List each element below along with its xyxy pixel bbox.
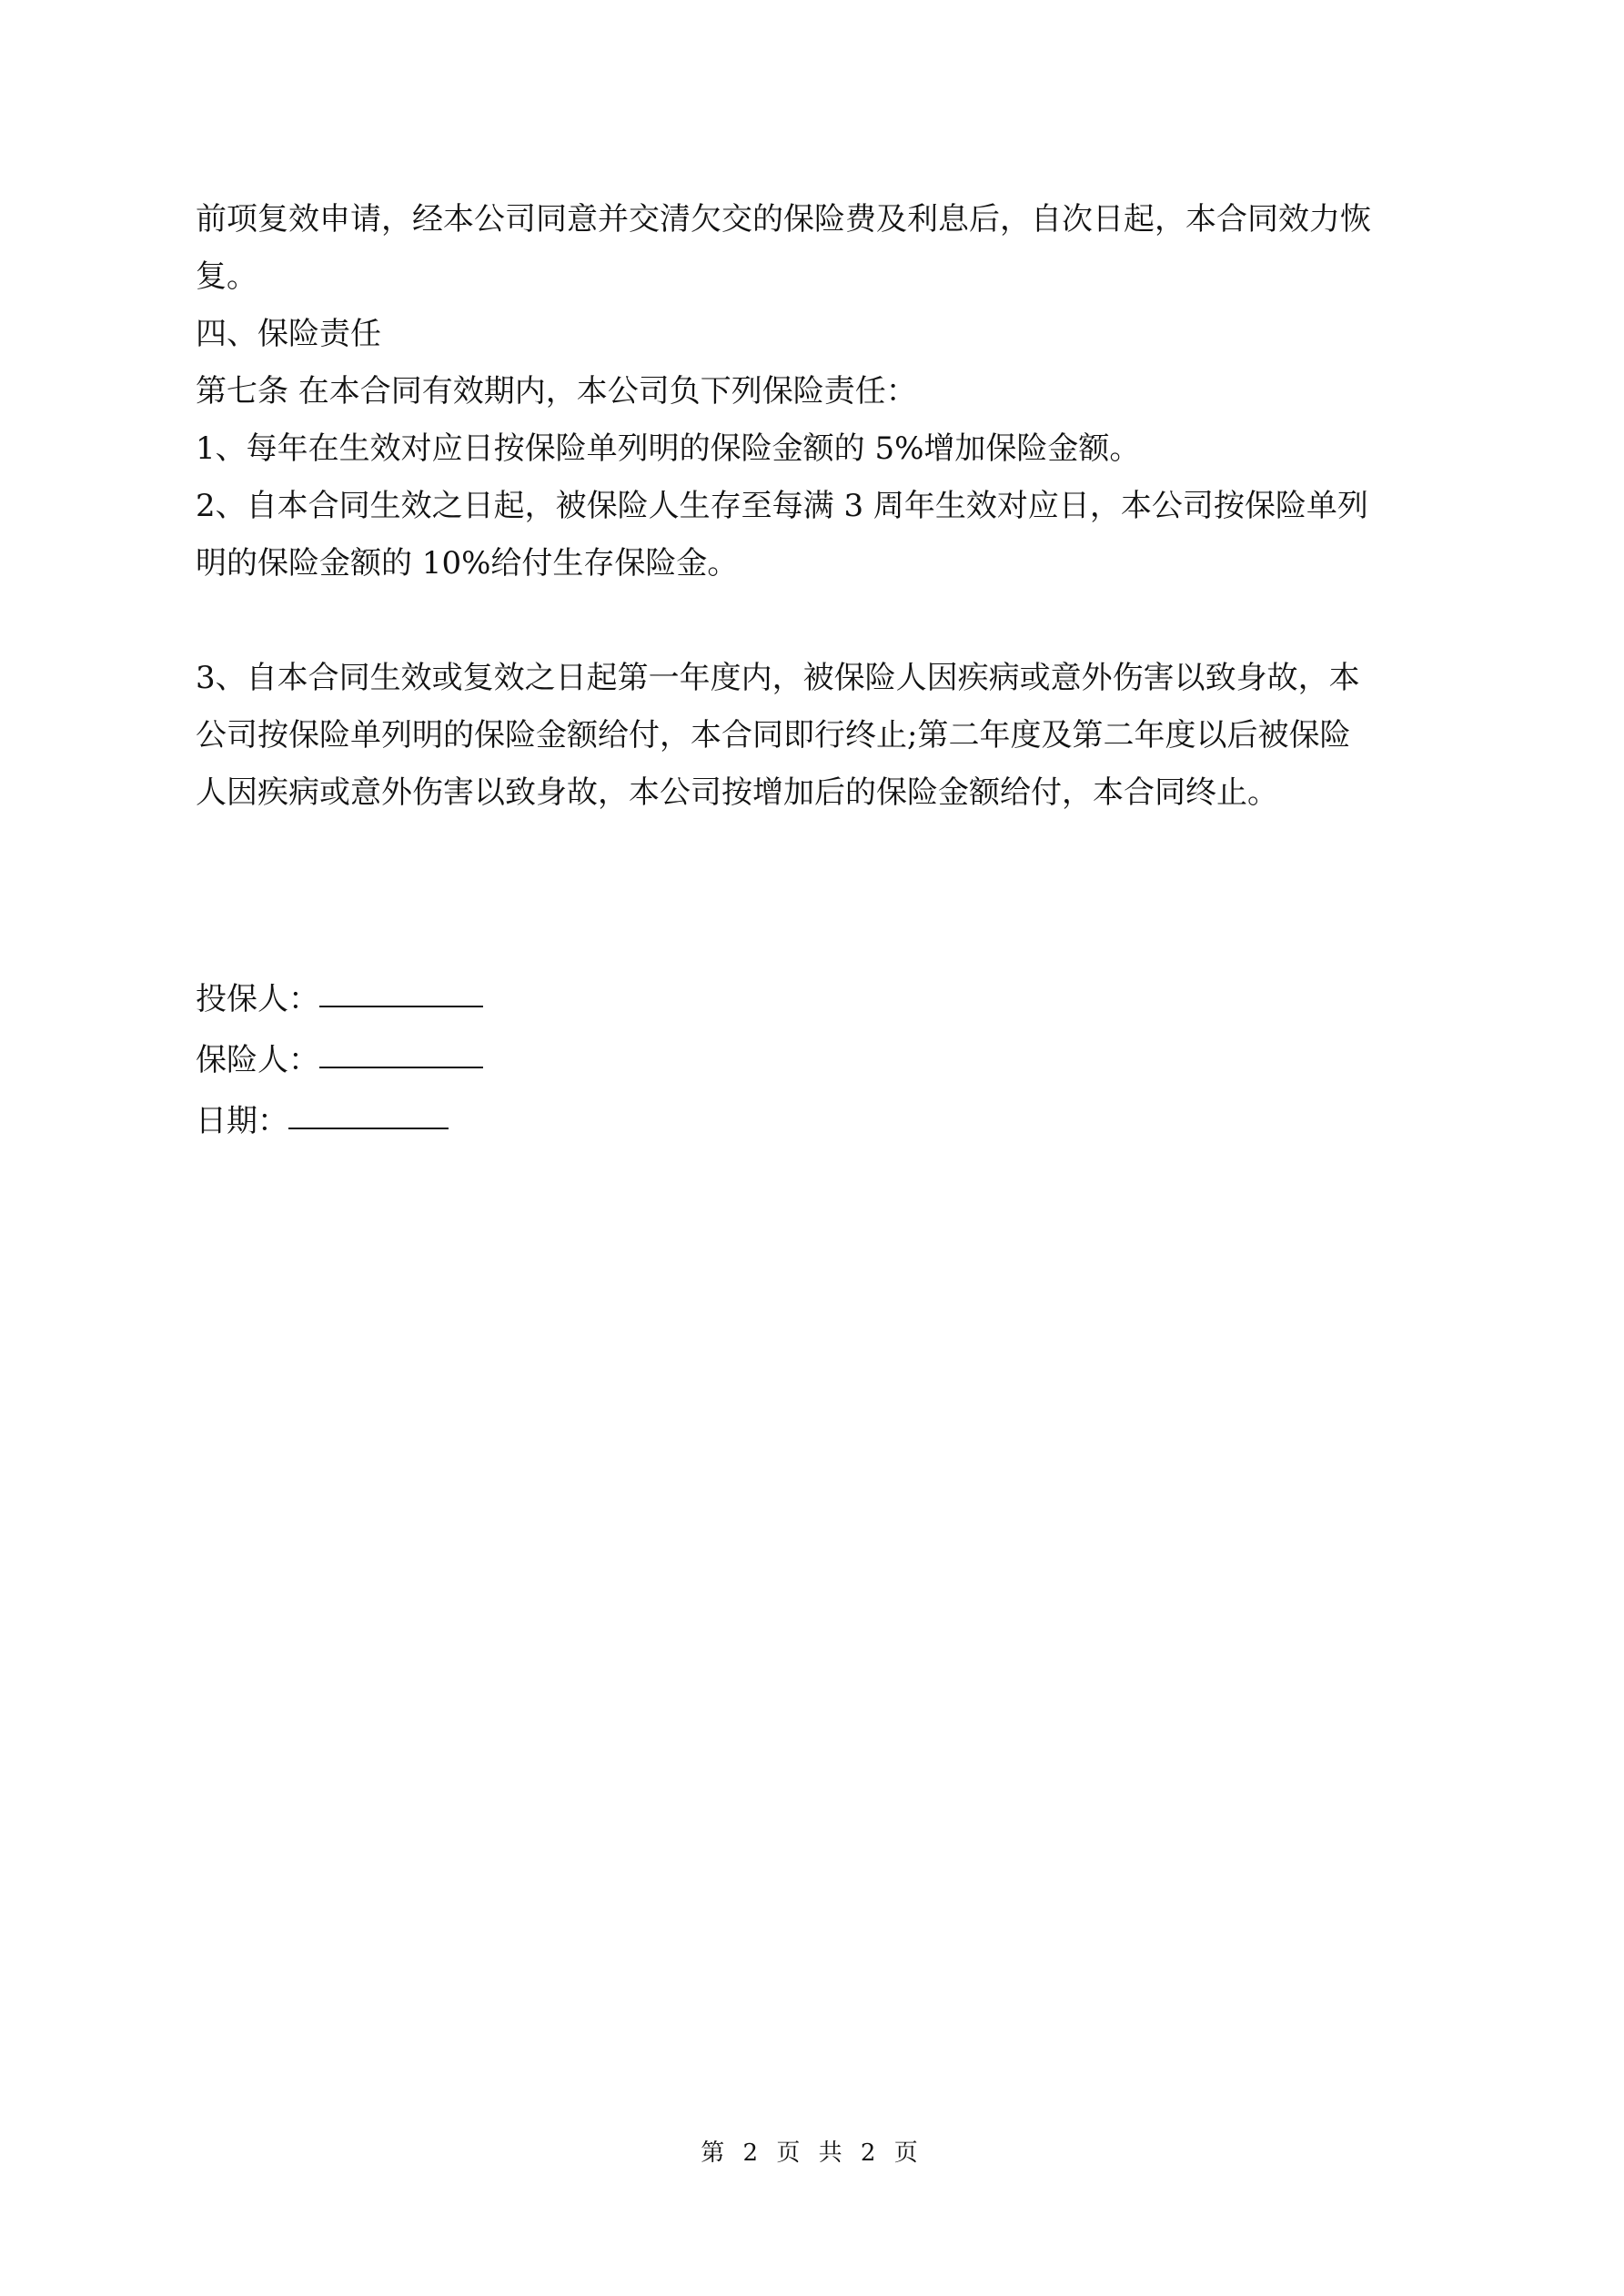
article-heading: 第七条 在本合同有效期内，本公司负下列保险责任： <box>196 373 917 410</box>
policyholder-signature-row <box>196 967 483 1028</box>
contract-body <box>196 191 1433 822</box>
body-line: 前项复效申请，经本公司同意并交清欠交的保险费及利息后，自次日起，本合同效力恢 <box>196 201 1371 238</box>
insurer-signature-row <box>196 1028 483 1089</box>
clause-3-line-1: 3、自本合同生效或复效之日起第一年度内，被保险人因疾病或意外伤害以致身故，本 <box>196 660 1360 696</box>
date-line[interactable] <box>288 1087 449 1129</box>
clause-1: 1、每年在生效对应日按保险单列明的保险金额的 5%增加保险金额。 <box>196 430 1141 467</box>
insurer-label: 保险人： <box>196 1042 319 1078</box>
paragraph-gap <box>196 592 1433 650</box>
insurer-signature-line[interactable] <box>319 1027 483 1068</box>
policyholder-label: 投保人： <box>196 981 319 1017</box>
clause-3-line-2: 公司按保险单列明的保险金额给付，本合同即行终止;第二年度及第二年度以后被保险 <box>196 717 1351 754</box>
section-heading: 四、保险责任 <box>196 316 381 352</box>
date-row <box>196 1089 483 1150</box>
body-line: 复。 <box>196 258 257 295</box>
page-footer: 第 2 页 共 2 页 <box>701 2139 923 2167</box>
clause-2-line-1: 2、自本合同生效之日起，被保险人生存至每满 3 周年生效对应日，本公司按保险单列 <box>196 488 1368 524</box>
policyholder-signature-line[interactable] <box>319 966 483 1007</box>
clause-2-line-2: 明的保险金额的 10%给付生存保险金。 <box>196 545 739 582</box>
clause-3-line-3: 人因疾病或意外伤害以致身故，本公司按增加后的保险金额给付，本合同终止。 <box>196 774 1278 811</box>
signature-block <box>196 967 483 1150</box>
date-label: 日期： <box>196 1103 288 1139</box>
